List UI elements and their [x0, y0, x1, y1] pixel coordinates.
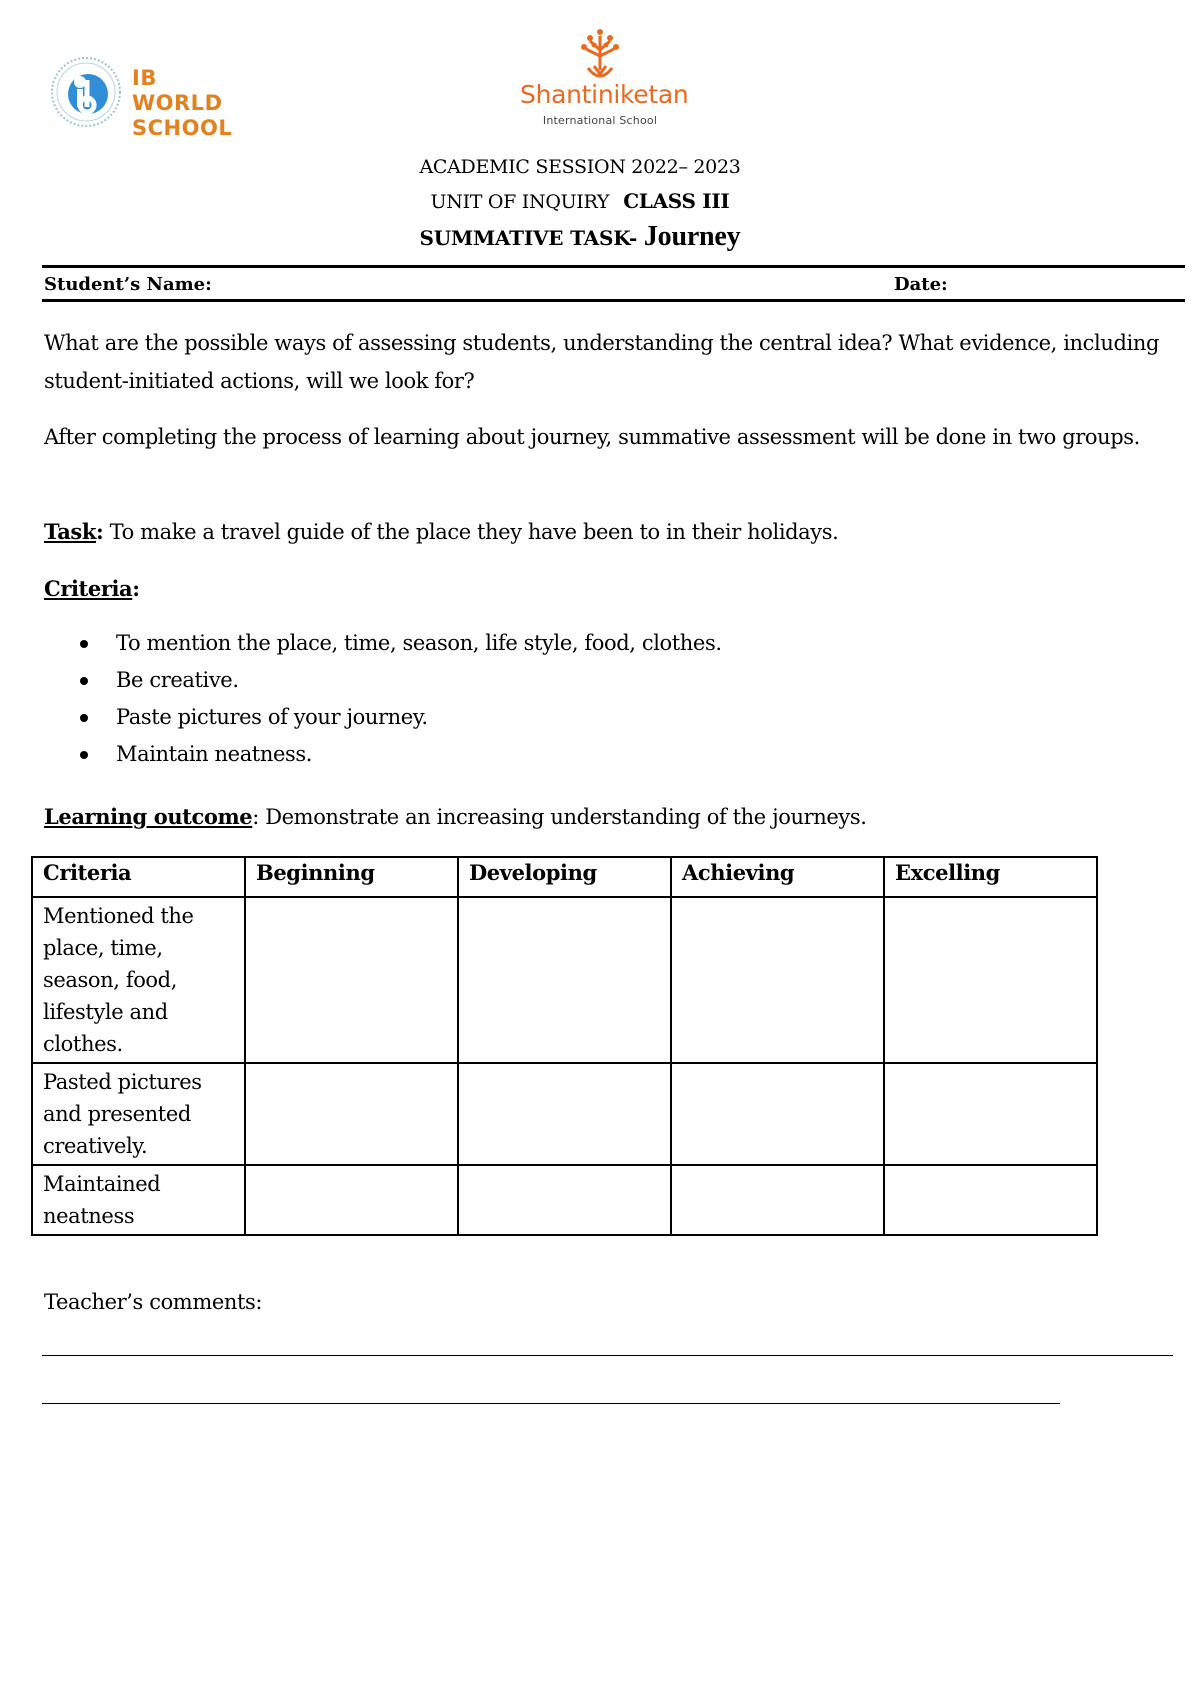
school-logo-subtitle: International School — [542, 114, 658, 127]
bullet-icon — [80, 677, 88, 685]
comment-line[interactable] — [42, 1355, 1173, 1356]
table-row — [32, 897, 1097, 1063]
criteria-list — [80, 625, 722, 773]
title-block — [0, 150, 1160, 256]
assessment-question: What are the possible ways of assessing students, understanding the central idea? What evidence, including student-initiated actions, will we look for? — [44, 331, 1159, 393]
header-beginning: Beginning — [245, 857, 458, 897]
teacher-comments-label: Teacher’s comments: — [44, 1290, 263, 1314]
excelling-cell[interactable] — [884, 1063, 1097, 1165]
unit-line — [0, 184, 1160, 219]
list-item: Maintain neatness. — [80, 736, 722, 773]
criteria-label: Criteria — [44, 576, 133, 601]
bullet-icon — [80, 751, 88, 759]
tree-logo-icon — [574, 26, 626, 82]
list-item: Be creative. — [80, 662, 722, 699]
rubric-table — [31, 856, 1098, 1236]
academic-session: ACADEMIC SESSION 2022– 2023 — [419, 156, 741, 178]
table-header-row — [32, 857, 1097, 897]
criteria-heading — [44, 570, 1174, 608]
table-row — [32, 1063, 1097, 1165]
learning-outcome — [44, 798, 1174, 836]
outcome-text: : Demonstrate an increasing understanding of the journeys. — [252, 805, 867, 829]
header-excelling: Excelling — [884, 857, 1097, 897]
ib-logo-line2: SCHOOL — [132, 116, 233, 140]
school-logo-name: Shantiniketan — [520, 80, 689, 109]
developing-cell[interactable] — [458, 1063, 671, 1165]
beginning-cell[interactable] — [245, 897, 458, 1063]
date-label: Date: — [894, 274, 948, 295]
task-paragraph: Task: To make a travel guide of the place they have been to in their holidays. — [44, 519, 839, 544]
ib-logo-line1: IB WORLD — [132, 66, 223, 115]
criteria-cell: Pasted pictures and presented creatively. — [32, 1063, 245, 1165]
developing-cell[interactable] — [458, 1165, 671, 1235]
bullet-icon — [80, 714, 88, 722]
unit-of-inquiry: UNIT OF INQUIRY — [430, 191, 610, 213]
beginning-cell[interactable] — [245, 1165, 458, 1235]
header-developing: Developing — [458, 857, 671, 897]
intro-paragraph: After completing the process of learning about journey, summative assessment will be done in two groups. — [44, 425, 1140, 449]
criteria-cell: Mentioned the place, time, season, food, lifestyle and clothes. — [32, 897, 245, 1063]
developing-cell[interactable] — [458, 897, 671, 1063]
comment-line[interactable] — [42, 1403, 1060, 1404]
excelling-cell[interactable] — [884, 897, 1097, 1063]
header-achieving: Achieving — [671, 857, 884, 897]
task-label: Task — [44, 519, 96, 544]
student-name-label: Student’s Name: — [44, 274, 212, 295]
bullet-icon — [80, 640, 88, 648]
list-item: Paste pictures of your journey. — [80, 699, 722, 736]
achieving-cell[interactable] — [671, 1165, 884, 1235]
criteria-colon: : — [132, 576, 140, 601]
table-row — [32, 1165, 1097, 1235]
ib-logo-icon — [50, 56, 122, 128]
ib-logo-text — [132, 66, 250, 141]
task-prefix: SUMMATIVE TASK- — [419, 226, 638, 250]
divider-top — [42, 265, 1185, 268]
list-item: To mention the place, time, season, life style, food, clothes. — [80, 625, 722, 662]
task-title: Journey — [643, 221, 741, 252]
criteria-cell: Maintained neatness — [32, 1165, 245, 1235]
ib-world-school-logo — [50, 52, 250, 140]
divider-bottom — [42, 299, 1185, 302]
outcome-label: Learning outcome — [44, 804, 253, 829]
achieving-cell[interactable] — [671, 1063, 884, 1165]
class-label: CLASS III — [623, 189, 730, 213]
achieving-cell[interactable] — [671, 897, 884, 1063]
school-logo — [520, 26, 689, 136]
excelling-cell[interactable] — [884, 1165, 1097, 1235]
task-heading — [0, 219, 1160, 256]
task-text: To make a travel guide of the place they have been to in their holidays. — [103, 520, 839, 544]
beginning-cell[interactable] — [245, 1063, 458, 1165]
header-criteria: Criteria — [32, 857, 245, 897]
student-info-row — [44, 274, 1184, 295]
